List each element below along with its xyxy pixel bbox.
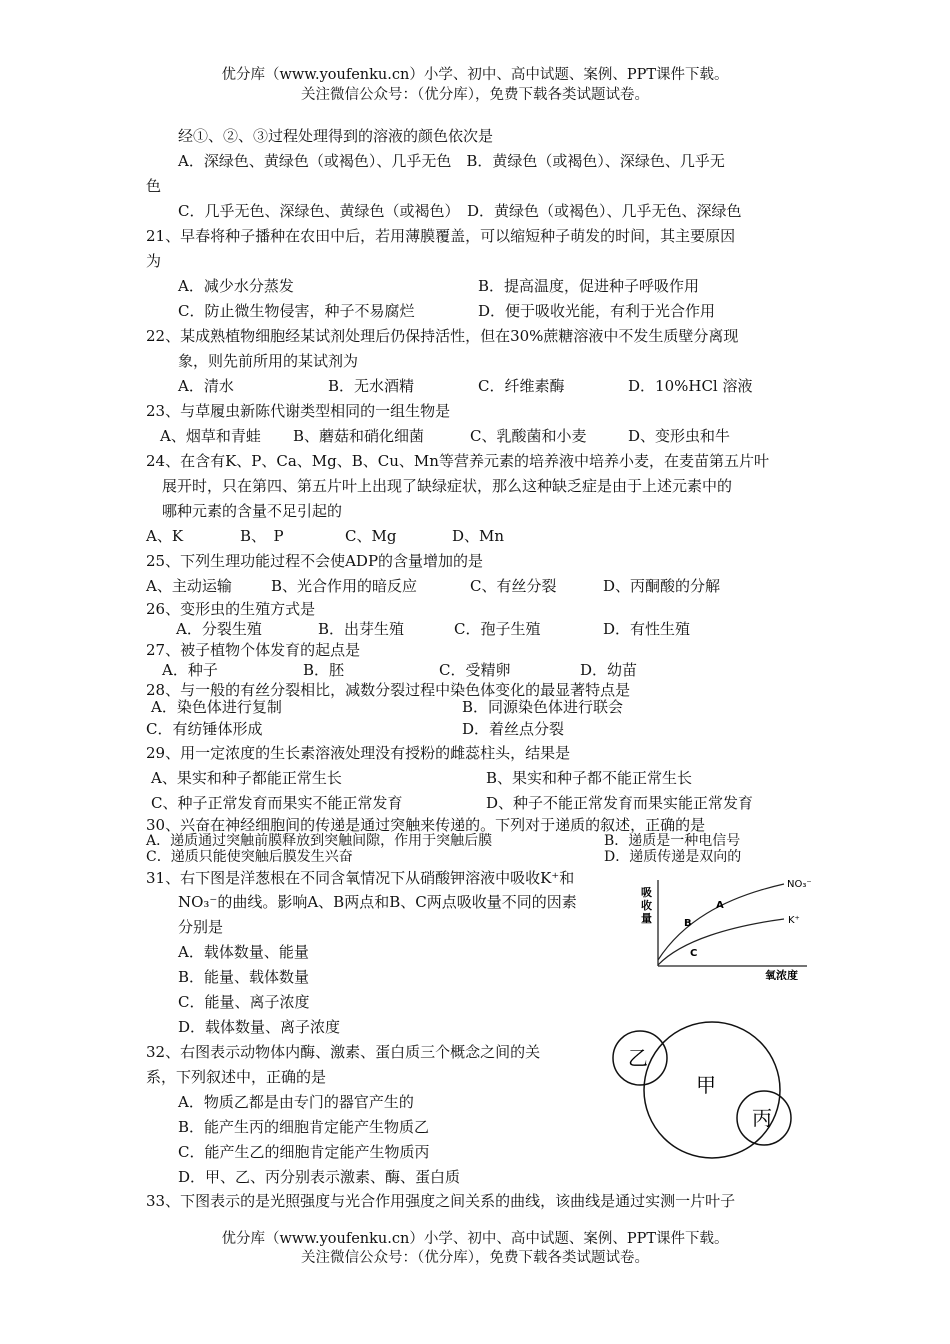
q21-stem-2: 为 xyxy=(146,252,162,270)
q24-option-b: B、 P xyxy=(240,527,284,545)
q30-option-b: B．递质是一种电信号 xyxy=(604,833,741,849)
q32-option-d: D．甲、乙、丙分别表示激素、酶、蛋白质 xyxy=(178,1168,461,1186)
graph-x-label: 氧浓度 xyxy=(765,969,798,980)
q21-option-d: D．便于吸收光能，有利于光合作用 xyxy=(478,302,716,320)
q24-stem-1: 24、在含有K、P、Ca、Mg、B、Cu、Mn等营养元素的培养液中培养小麦，在麦苗第五片叶 xyxy=(146,452,769,470)
q22-stem-1: 22、某成熟植物细胞经某试剂处理后仍保持活性，但在30%蔗糖溶液中不发生质壁分离现 xyxy=(146,327,739,345)
q31-stem-3: 分别是 xyxy=(178,918,224,936)
q32-stem-2: 系，下列叙述中，正确的是 xyxy=(146,1068,327,1086)
graph-series-label-k: K⁺ xyxy=(788,915,800,926)
q30-option-d: D．递质传递是双向的 xyxy=(604,849,742,865)
q23-option-d: D、变形虫和牛 xyxy=(628,427,731,445)
q23-stem: 23、与草履虫新陈代谢类型相同的一组生物是 xyxy=(146,402,451,420)
footer-line-2: 关注微信公众号：（优分库），免费下载各类试题试卷。 xyxy=(301,1250,649,1266)
q27-option-a: A．种子 xyxy=(162,661,218,679)
graph-point-c: C xyxy=(690,948,698,959)
q21-option-a: A．减少水分蒸发 xyxy=(178,277,294,295)
q31-absorption-graph xyxy=(612,868,822,980)
q21-option-c: C．防止微生物侵害，种子不易腐烂 xyxy=(178,302,415,320)
q31-option-a: A．载体数量、能量 xyxy=(178,943,309,961)
q28-option-b: B．同源染色体进行联会 xyxy=(462,698,624,716)
q31-option-d: D．载体数量、离子浓度 xyxy=(178,1018,341,1036)
q26-option-d: D．有性生殖 xyxy=(603,620,691,638)
q26-stem: 26、变形虫的生殖方式是 xyxy=(146,600,316,618)
venn-label-jia: 甲 xyxy=(696,1073,716,1097)
q28-stem: 28、与一般的有丝分裂相比，减数分裂过程中染色体变化的最显著特点是 xyxy=(146,681,631,699)
q20-stem: 经①、②、③过程处理得到的溶液的颜色依次是 xyxy=(178,127,494,145)
q20-options-ab-cont: 色 xyxy=(146,177,162,195)
q31-stem-2: NO₃⁻的曲线。影响A、B两点和B、C两点吸收量不同的因素 xyxy=(178,893,577,911)
venn-label-yi: 乙 xyxy=(628,1046,648,1070)
q29-stem: 29、用一定浓度的生长素溶液处理没有授粉的雌蕊柱头，结果是 xyxy=(146,744,571,762)
q26-option-b: B．出芽生殖 xyxy=(318,620,405,638)
q22-option-d: D．10%HCl 溶液 xyxy=(628,377,753,395)
q26-option-c: C．孢子生殖 xyxy=(454,620,541,638)
q31-stem-1: 31、右下图是洋葱根在不同含氧情况下从硝酸钾溶液中吸收K⁺和 xyxy=(146,869,575,887)
q25-option-c: C、有丝分裂 xyxy=(470,577,557,595)
q24-stem-2: 展开时，只在第四、第五片叶上出现了缺绿症状，那么这种缺乏症是由于上述元素中的 xyxy=(162,477,733,495)
q30-option-c: C．递质只能使突触后膜发生兴奋 xyxy=(146,849,353,865)
q29-option-d: D、种子不能正常发育而果实能正常发育 xyxy=(486,794,754,812)
graph-y-label-char-3: 量 xyxy=(641,912,652,925)
graph-y-label-char-1: 吸 xyxy=(641,886,652,899)
q32-option-c: C．能产生乙的细胞肯定能产生物质丙 xyxy=(178,1143,430,1161)
footer-line-1: 优分库（www.youfenku.cn）小学、初中、高中试题、案例、PPT课件下载。 xyxy=(221,1231,729,1247)
q21-option-b: B．提高温度，促进种子呼吸作用 xyxy=(478,277,700,295)
q27-option-d: D．幼苗 xyxy=(580,661,638,679)
q23-option-b: B、蘑菇和硝化细菌 xyxy=(293,427,425,445)
q31-option-b: B．能量、载体数量 xyxy=(178,968,310,986)
q24-option-d: D、Mn xyxy=(452,527,505,545)
q28-option-c: C．有纺锤体形成 xyxy=(146,720,263,738)
q30-stem: 30、兴奋在神经细胞间的传递是通过突触来传递的。下列对于递质的叙述，正确的是 xyxy=(146,816,706,834)
q26-option-a: A．分裂生殖 xyxy=(176,620,262,638)
q32-venn-diagram xyxy=(608,1012,814,1162)
header-line-1: 优分库（www.youfenku.cn）小学、初中、高中试题、案例、PPT课件下载。 xyxy=(221,67,729,83)
q29-option-c: C、种子正常发育而果实不能正常发育 xyxy=(151,794,403,812)
graph-series-label-no3: NO₃⁻ xyxy=(787,879,812,890)
q27-stem: 27、被子植物个体发育的起点是 xyxy=(146,641,361,659)
q20-options-cd: C．几乎无色、深绿色、黄绿色（或褐色） D．黄绿色（或褐色）、几乎无色、深绿色 xyxy=(178,202,742,220)
q33-stem: 33、下图表示的是光照强度与光合作用强度之间关系的曲线，该曲线是通过实测一片叶子 xyxy=(146,1192,736,1210)
venn-label-bing: 丙 xyxy=(752,1106,772,1130)
q32-option-b: B．能产生丙的细胞肯定能产生物质乙 xyxy=(178,1118,430,1136)
q25-option-d: D、丙酮酸的分解 xyxy=(603,577,721,595)
q28-option-a: A．染色体进行复制 xyxy=(151,698,282,716)
q29-option-b: B、果实和种子都不能正常生长 xyxy=(486,769,693,787)
q22-option-c: C．纤维素酶 xyxy=(478,377,565,395)
q24-option-a: A、K xyxy=(146,527,184,545)
q28-option-d: D．着丝点分裂 xyxy=(462,720,565,738)
q21-stem-1: 21、早春将种子播种在农田中后，若用薄膜覆盖，可以缩短种子萌发的时间，其主要原因 xyxy=(146,227,736,245)
q23-option-a: A、烟草和青蛙 xyxy=(160,427,261,445)
q29-option-a: A、果实和种子都能正常生长 xyxy=(151,769,342,787)
q23-option-c: C、乳酸菌和小麦 xyxy=(470,427,587,445)
q31-option-c: C．能量、离子浓度 xyxy=(178,993,310,1011)
q24-option-c: C、Mg xyxy=(345,527,397,545)
q22-option-a: A．清水 xyxy=(178,377,234,395)
q22-stem-2: 象，则先前所用的某试剂为 xyxy=(178,352,359,370)
q32-option-a: A．物质乙都是由专门的器官产生的 xyxy=(178,1093,414,1111)
q32-stem-1: 32、右图表示动物体内酶、激素、蛋白质三个概念之间的关 xyxy=(146,1043,541,1061)
q30-option-a: A．递质通过突触前膜释放到突触间隙，作用于突触后膜 xyxy=(146,833,493,849)
q20-options-ab: A．深绿色、黄绿色（或褐色）、几乎无色 B．黄绿色（或褐色）、深绿色、几乎无 xyxy=(178,152,725,170)
q25-stem: 25、下列生理功能过程不会使ADP的含量增加的是 xyxy=(146,552,484,570)
q24-stem-3: 哪种元素的含量不足引起的 xyxy=(162,502,343,520)
q27-option-b: B．胚 xyxy=(303,661,345,679)
graph-curve-k xyxy=(658,919,784,965)
graph-point-b: B xyxy=(684,918,692,929)
q25-option-b: B、光合作用的暗反应 xyxy=(271,577,418,595)
graph-y-label-char-2: 收 xyxy=(641,899,652,912)
q27-option-c: C．受精卵 xyxy=(439,661,511,679)
q22-option-b: B．无水酒精 xyxy=(328,377,415,395)
graph-point-a: A xyxy=(716,900,724,911)
header-line-2: 关注微信公众号：（优分库），免费下载各类试题试卷。 xyxy=(301,87,649,103)
q25-option-a: A、主动运输 xyxy=(146,577,232,595)
